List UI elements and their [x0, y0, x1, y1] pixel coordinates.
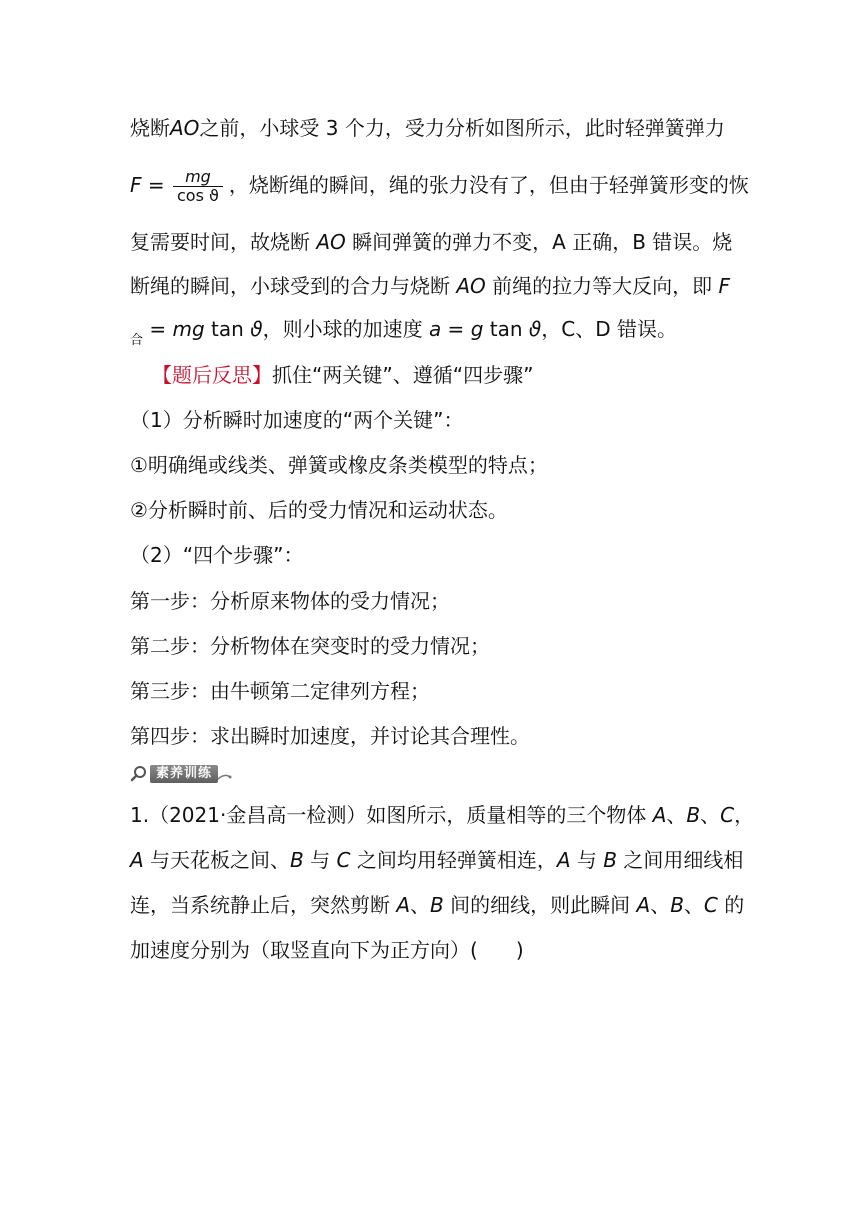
variable: g [470, 317, 484, 341]
text: 与天花板之间、 [143, 848, 291, 872]
text: 瞬间弹簧的弹力不变，A 正确，B 错误。烧 [345, 230, 733, 254]
section-badge [130, 764, 232, 784]
reflection-step-1: 第一步：分析原来物体的受力情况； [130, 589, 450, 613]
variable: B [686, 803, 701, 827]
text: 加速度分别为（取竖直向下为正方向）( [130, 938, 478, 962]
fraction [173, 168, 223, 205]
text: 1.（2021·金昌高一检测）如图所示，质量相等的三个物体 [130, 803, 653, 827]
badge-tail-icon [218, 765, 232, 783]
text: 前绳的拉力等大反向，即 [485, 274, 719, 298]
variable: ϑ [528, 317, 542, 341]
text: = [441, 317, 471, 341]
variable: mg [172, 317, 205, 341]
text: 间的细线，则此瞬间 [443, 893, 637, 917]
text: tan [483, 317, 529, 341]
text: ，烧断绳的瞬间，绳的张力没有了，但由于轻弹簧形变的恢 [228, 173, 749, 197]
reflection-point-1: （1）分析瞬时加速度的“两个关键”： [130, 408, 464, 432]
subscript: 合 [130, 333, 144, 348]
text: tan [204, 317, 251, 341]
fraction-numerator: mg [173, 168, 223, 187]
variable: ϑ [250, 317, 263, 341]
text: 之间均用轻弹簧相连， [350, 848, 557, 872]
text: ， [734, 803, 755, 827]
text: 的 [717, 893, 745, 917]
solution-line-3 [130, 227, 735, 257]
text: 复需要时间，故烧断 [130, 230, 317, 254]
variable: B [430, 893, 444, 917]
question-line-1 [130, 800, 755, 830]
solution-line-1 [130, 113, 735, 143]
question-line-2 [130, 845, 744, 875]
variable: A [556, 848, 571, 872]
variable: A [636, 893, 651, 917]
solution-line-4 [130, 271, 735, 301]
text: 与 [570, 848, 604, 872]
variable: B [670, 893, 684, 917]
text: 、 [700, 803, 721, 827]
variable: C [703, 893, 718, 917]
reflection-step-3: 第三步：由牛顿第二定律列方程； [130, 679, 430, 703]
variable: AO [456, 274, 486, 298]
question-line-3 [130, 890, 745, 920]
solution-line-5 [130, 314, 735, 348]
text: 烧断 [130, 116, 170, 140]
variable: AO [316, 230, 346, 254]
magnifier-icon [130, 765, 148, 783]
badge-label: 素养训练 [150, 765, 218, 783]
fraction-denominator: cos ϑ [177, 186, 219, 205]
text: ，C、D 错误。 [541, 317, 678, 341]
variable: F [718, 274, 731, 298]
variable: C [336, 848, 351, 872]
text: 与 [303, 848, 337, 872]
text: = [143, 317, 173, 341]
variable: C [720, 803, 735, 827]
reflection-step-2: 第二步：分析物体在突变时的受力情况； [130, 634, 490, 658]
reflection-point-3: ②分析瞬时前、后的受力情况和运动状态。 [130, 498, 508, 522]
variable: a [428, 317, 442, 341]
text: 、 [666, 803, 687, 827]
reflection-title: 抓住“两关键”、遵循“四步骤” [272, 363, 534, 387]
variable: B [290, 848, 304, 872]
text: ，则小球的加速度 [262, 317, 429, 341]
text: 、 [410, 893, 431, 917]
reflection-heading [152, 360, 757, 390]
text: ) [515, 938, 524, 962]
reflection-step-4: 第四步：求出瞬时加速度，并讨论其合理性。 [130, 724, 530, 748]
text: 之间用细线相 [616, 848, 744, 872]
text: 连，当系统静止后，突然剪断 [130, 893, 397, 917]
variable: B [603, 848, 617, 872]
text: 断绳的瞬间，小球受到的合力与烧断 [130, 274, 457, 298]
variable: A [130, 848, 144, 872]
variable: A [396, 893, 411, 917]
variable: F [130, 173, 142, 197]
text: 、 [683, 893, 704, 917]
text: 之前，小球受 3 个力，受力分析如图所示，此时轻弹簧弹力 [199, 116, 725, 140]
text: 、 [650, 893, 671, 917]
reflection-tag: 【题后反思】 [152, 363, 272, 387]
variable: A [652, 803, 667, 827]
question-line-4 [130, 935, 735, 965]
variable: AO [170, 116, 200, 140]
text: = [141, 173, 171, 197]
reflection-point-2: ①明确绳或线类、弹簧或橡皮条类模型的特点； [130, 453, 548, 477]
solution-line-2 [130, 167, 749, 205]
reflection-point-4: （2）“四个步骤”： [130, 543, 304, 567]
